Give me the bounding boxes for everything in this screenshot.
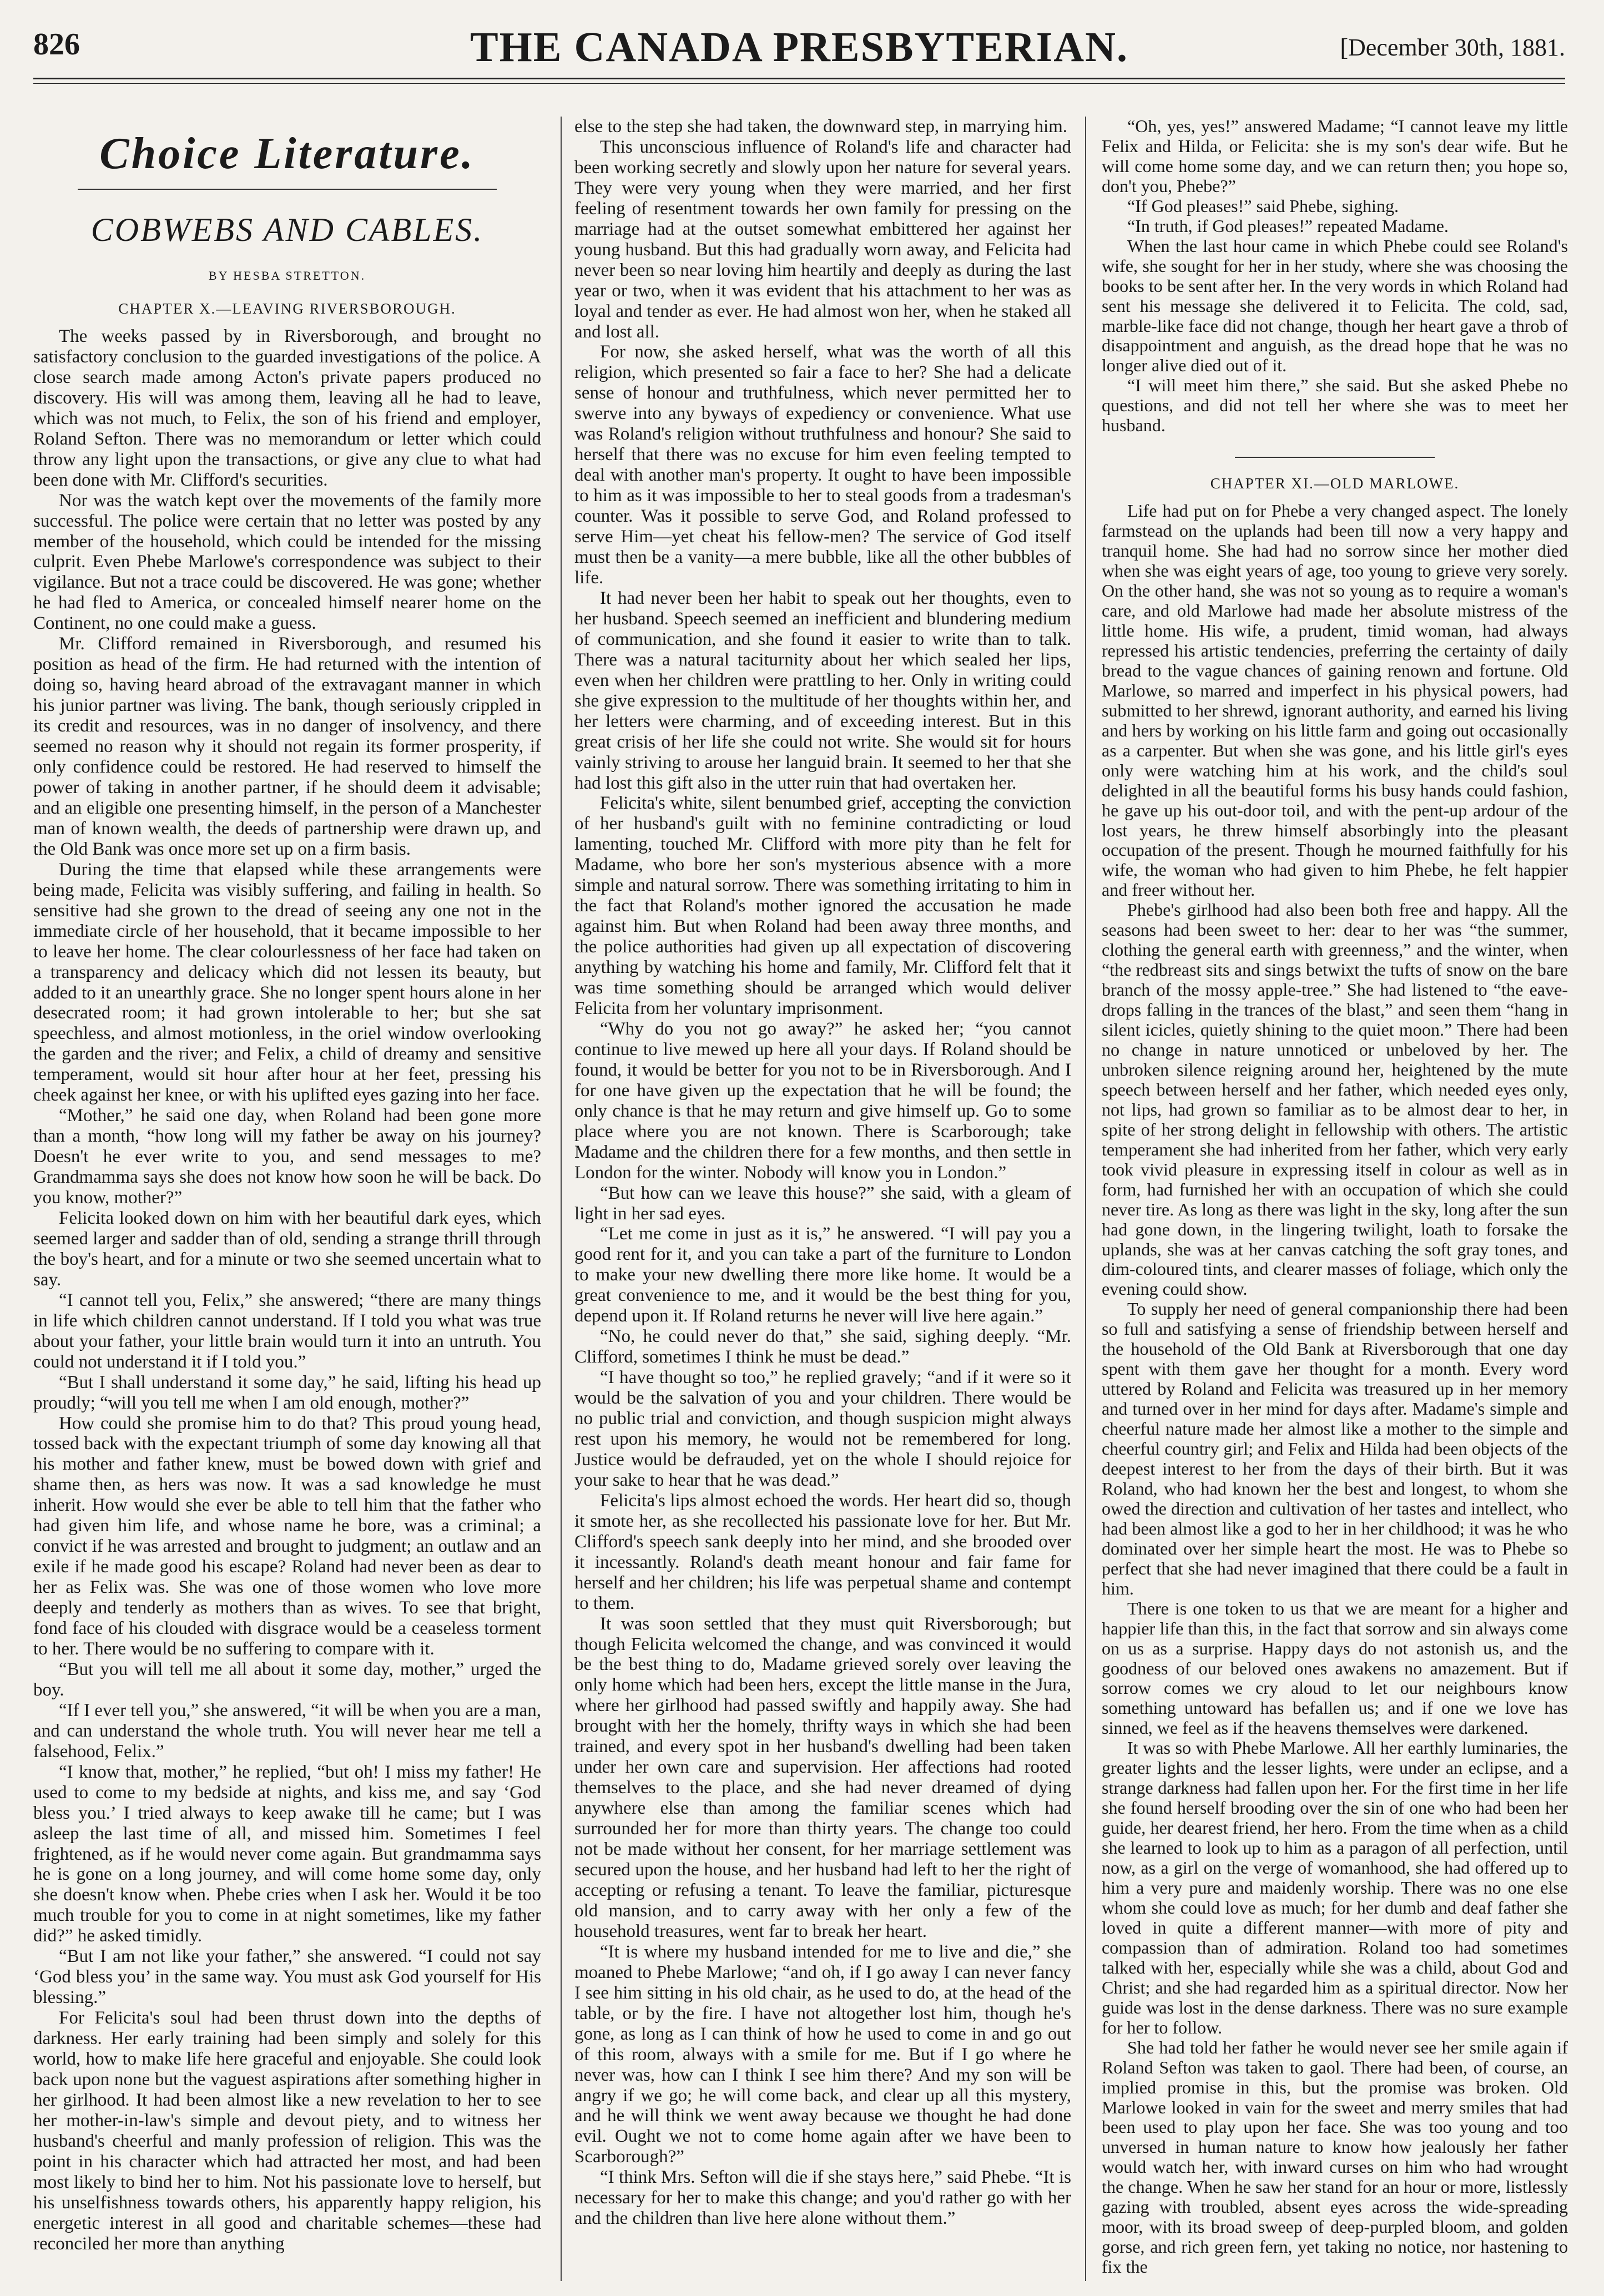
paragraph: Life had put on for Phebe a very changed aspect. The lonely farmstead on the uplands had been till now a very happy and tranquil home. She had had no sorrow since her mother died when she was eight years of age, too young to grieve very sorely. On the other hand, she was not so young as to require a woman's care, and old Marlowe had made her absolute mistress of the little home. His wife, a prudent, timid woman, had always repressed his artistic tendencies, preferring the certainty of daily bread to the vague chances of gaining renown and fortune. Old Marlowe, so marred and imperfect in his physical powers, had submitted to her shrewd, ignorant authority, and earned his living and hers by working on his little farm and going out occasionally as a carpenter. But when she was gone, and his little girl's eyes only were watching him at his work, and the child's soul delighted in all the beautiful forms his busy hands could fashion, he gave up his out-door toil, and with the pent-up ardour of the lost years, he threw himself absorbingly into the pleasant occupation of the present. Though he mourned faithfully for his wife, the woman who had given to him Phebe, he felt happier and freer without her. [1102, 501, 1568, 900]
paragraph: It was so with Phebe Marlowe. All her earthly luminaries, the greater lights and the lesser lights, were under an eclipse, and a strange darkness had fallen upon her. For the first time in her life she found herself brooding over the sin of one who had been her guide, her dearest friend, her hero. From the time when as a child she learned to look up to him as a paragon of all perfection, until now, as a girl on the verge of womanhood, she had offered up to him a very pure and maidenly worship. There was no one else whom she could love as much; for her dumb and deaf father she loved in quite a different manner—with more of pity and compassion than of admiration. Roland too had sometimes talked with her, especially while she was a child, about God and Christ; and she had regarded him as a spiritual director. Now her guide was lost in the dense darkness. There was no sure example for her to follow. [1102, 1738, 1568, 2037]
paragraph: “I know that, mother,” he replied, “but oh! I miss my father! He used to come to my bedside at nights, and kiss me, and say ‘God bless you.’ I tried always to keep awake till he came; but I was asleep the last time of all, and missed him. Sometimes I feel frightened, as if he would never come again. But grandmamma says he is gone on a long journey, and will come home some day, only she doesn't know when. Phebe cries when I ask her. Would it be too much trouble for you to come in at night sometimes, like my father did?” he asked timidly. [33, 1762, 541, 1946]
paragraph: This unconscious influence of Roland's life and character had been working secretly and slowly upon her nature for several years. They were very young when they were married, and her first feeling of resentment towards her own family for pressing on the marriage had at the outset somewhat embittered her against her young husband. But this had gradually worn away, and Felicita had never been so near loving him heartily and deeply as during the last year or two, when it was evident that his attachment to her was as loyal and tender as ever. He had almost won her, when he staked all and lost all. [574, 137, 1071, 342]
paragraph: There is one token to us that we are meant for a higher and happier life than this, in the fact that sorrow and sin always come on us as a surprise. Happy days do not astonish us, and the goodness of our beloved ones awakens no amazement. But if sorrow comes we cry aloud to let our neighbours know something untoward has befallen us; and if one we love has sinned, we feel as if the heavens themselves were darkened. [1102, 1598, 1568, 1738]
chapter-divider [1235, 457, 1435, 458]
paragraph: “I cannot tell you, Felix,” she answered; “there are many things in life which children cannot understand. If I told you what was true about your father, your little brain would turn it into an untruth. You could not understand it if I told you.” [33, 1290, 541, 1372]
paragraph: To supply her need of general companionship there had been so full and satisfying a sense of friendship between herself and the household of the Old Bank at Riversborough that one day spent with them gave her thought for a month. Every word uttered by Roland and Felicita was treasured up in her memory and turned over in her mind for days after. Madame's simple and cheerful nature made her almost like a mother to the simple and cheerful country girl; and Felix and Hilda had been objects of the deepest interest to her from the days of their birth. But it was Roland, who had known her the best and longest, to whom she owed the direction and cultivation of her tastes and intellect, who had been almost like a god to her in her childhood; it was he who dominated over her simple heart the most. He was to Phebe so perfect that she had never imagined that there could be a fault in him. [1102, 1299, 1568, 1598]
header-rule-thin [33, 83, 1565, 84]
journal-title: THE CANADA PRESBYTERIAN. [470, 24, 1129, 70]
column-2 [574, 117, 1071, 2281]
paragraph: It had never been her habit to speak out her thoughts, even to her husband. Speech seemed an inefficient and blundering medium of communication, and she found it easier to write than to talk. There was a natural taciturnity about her which sealed her lips, even when her children were prattling to her. Only in writing could she give expression to the multitude of her thoughts within her, and her letters were charming, and of exceeding interest. But in this great crisis of her life she could not write. She would sit for hours vainly striving to arouse her languid brain. It seemed to her that she had lost this gift also in the utter ruin that had overtaken her. [574, 588, 1071, 793]
paragraph: Nor was the watch kept over the movements of the family more successful. The police were certain that no letter was posted by any member of the household, which could be intended for the missing culprit. Even Phebe Marlowe's correspondence was subject to their vigilance. But not a trace could be discovered. He was gone; whether he had fled to America, or concealed himself nearer home on the Continent, no one could make a guess. [33, 490, 541, 634]
paragraph: “But I am not like your father,” she answered. “I could not say ‘God bless you’ in the same way. You must ask God yourself for His blessing.” [33, 1946, 541, 2008]
paragraph: “In truth, if God pleases!” repeated Madame. [1127, 215, 1449, 236]
issue-date: [December 30th, 1881. [1340, 34, 1565, 61]
column-rule-2 [1085, 117, 1086, 2281]
paragraph: “If God pleases!” said Phebe, sighing. [1127, 195, 1399, 216]
paragraph: “Why do you not go away?” he asked her; “you cannot continue to live mewed up here all your days. If Roland should be found, it would be better for you not to be in Riversborough. And I for one have given up the expectation that he will be found; the only chance is that he may return and give himself up. Go to some place where you are not known. There is Scarborough; take Madame and the children there for a few months, and then settle in London for the winter. Nobody will know you in London.” [574, 1018, 1071, 1183]
paragraph: “Mother,” he said one day, when Roland had been gone more than a month, “how long will my father be away on his journey? Doesn't he ever write to you, and send messages to me? Grandmamma says she does not know how soon he will be back. Do you know, mother?” [33, 1106, 541, 1208]
paragraph: “If I ever tell you,” she answered, “it will be when you are a man, and can understand the whole truth. You will never hear me tell a falsehood, Felix.” [33, 1700, 541, 1762]
paragraph: It was soon settled that they must quit Riversborough; but though Felicita welcomed the change, and was convinced it would be the best thing to do, Madame grieved sorely over leaving the only home which had been hers, except the little manse in the Jura, where her girlhood had passed swiftly and happily away. She had brought with her the homely, thrifty ways in which she had been trained, and every spot in her husband's dwelling had been taken under her own care and supervision. Her affections had rooted themselves to the place, and she had never dreamed of dying anywhere else than among the familiar scenes which had surrounded her for more than thirty years. The change too could not be made without her consent, for her marriage settlement was secured upon the house, and her husband had left to her the right of accepting or refusing a tenant. To leave the familiar, picturesque old mansion, and to carry away with her only a few of the household treasures, went far to break her heart. [574, 1613, 1071, 1941]
paragraph: How could she promise him to do that? This proud young head, tossed back with the expectant triumph of some day knowing all that his mother and father knew, must be bowed down with grief and shame then, as hers was now. It was a sad knowledge he must inherit. How would she ever be able to tell him that the father who had given him life, and whose name he bore, was a criminal; a convict if he was arrested and brought to judgment; an outlaw and an exile if he made good his escape? Roland had never been as dear to her as Felix was. She was one of those women who love more deeply and tenderly as mothers than as wives. To see that bright, fond face of his clouded with disgrace would be a ceaseless torment to her. There would be no suffering to compare with it. [33, 1413, 541, 1659]
paragraph: During the time that elapsed while these arrangements were being made, Felicita was visibly suffering, and failing in health. So sensitive had she grown to the dread of seeing any one not in the immediate circle of her household, that it became impossible to her to leave her home. The clear colourlessness of her face had taken on a transparency and delicacy which did not lessen its beauty, but added to it an unearthly grace. She no longer spent hours alone in her desecrated room; it had grown intolerable to her; but she sat speechless, and almost motionless, in the oriel window overlooking the garden and the river; and Felix, a child of dreamy and sensitive temperament, would sit hour after hour at her feet, pressing his cheek against her knee, or with his uplifted eyes gazing into her face. [33, 859, 541, 1106]
paragraph: “I think Mrs. Sefton will die if she stays here,” said Phebe. “It is necessary for her to make this change; and you'd rather go with her and the children than live here alone without them.” [574, 2167, 1071, 2229]
paragraph: “I will meet him there,” she said. But she asked Phebe no questions, and did not tell her where she was to meet her husband. [1102, 375, 1568, 436]
section-masthead: Choice Literature. [99, 129, 475, 178]
paragraph: “No, he could never do that,” she said, sighing deeply. “Mr. Clifford, sometimes I think he must be dead.” [574, 1326, 1071, 1367]
story-title: COBWEBS AND CABLES. [90, 211, 484, 248]
column-3 [1102, 117, 1568, 2281]
chapter-10-heading: CHAPTER X.—LEAVING RIVERSBOROUGH. [118, 300, 456, 317]
chapter-11-heading: CHAPTER XI.—OLD MARLOWE. [1210, 475, 1460, 492]
paragraph: Phebe's girlhood had also been both free and happy. All the seasons had been sweet to her: dear to her was “the summer, clothing the general earth with greenness,” and the winter, when “the redbreast sits and sings betwixt the tufts of snow on the bare branch of the mossy apple-tree.” She had listened to “the eave-drops falling in the trances of the blast,” and seen them “hang in silent icicles, quietly shining to the quiet moon.” There had been no change in nature unnoticed or unbeloved by her. The unbroken silence reigning around her, heightened by the mute speech between herself and her father, which needed eyes only, not lips, had grown so familiar as to be almost dear to her, in spite of her strong delight in fellowship with others. The artistic temperament she had inherited from her father, which very early took vivid pleasure in expressing itself in colour as well as in form, had furnished her with an occupation of which she could never tire. As long as there was light in the sky, long after the sun had gone down, in the lingering twilight, loath to forsake the uplands, she was at her canvas catching the soft gray tones, and dim-coloured tints, and clearer masses of foliage, which only the evening could show. [1102, 900, 1568, 1299]
masthead-rule [78, 189, 497, 190]
paragraph: The weeks passed by in Riversborough, and brought no satisfactory conclusion to the guarded investigations of the police. A close search made among Acton's private papers produced no discovery. His will was among them, leaving all he had to leave, which was not much, to Felix, the son of his friend and employer, Roland Sefton. There was no memorandum or letter which could throw any light upon the transactions, or give any clue to what had been done with Mr. Clifford's securities. [33, 326, 541, 490]
paragraph: Felicita's lips almost echoed the words. Her heart did so, though it smote her, as she recollected his passionate love for her. But Mr. Clifford's speech sank deeply into her mind, and she brooded over it incessantly. Roland's death meant honour and fair fame for herself and her children; his life was perpetual shame and contempt to them. [574, 1490, 1071, 1613]
paragraph: “I have thought so too,” he replied gravely; “and if it were so it would be the salvation of you and your children. There would be no public trial and conviction, and though suspicion might always rest upon his memory, he would not be remembered for long. Justice would be defrauded, yet on the whole I should rejoice for your sake to hear that he was dead.” [574, 1367, 1071, 1490]
paragraph: For Felicita's soul had been thrust down into the depths of darkness. Her early training had been simply and solely for this world, how to make life here graceful and enjoyable. She could look back upon none but the vaguest aspirations after something higher in her girlhood. It had been almost like a new revelation to her to see her mother-in-law's simple and devout piety, and to witness her husband's cheerful and manly profession of religion. This was the point in his character which had attracted her most, and had been most likely to bind her to him. Not his passionate love to herself, but his unselfishness towards others, his apparently happy religion, his energetic interest in all good and charitable schemes—these had reconciled her more than anything [33, 2008, 541, 2254]
page-header [33, 11, 1565, 72]
paragraph: She had told her father he would never see her smile again if Roland Sefton was taken to gaol. There had been, of course, an implied promise in this, but the promise was broken. Old Marlowe looked in vain for the sweet and merry smiles that had been used to play upon her face. She was too young and too unversed in human nature to know how jealously her father would watch her, with inward curses on him who had wrought the change. When he saw her stand for an hour or more, listlessly gazing with troubled, absent eyes across the wide-spreading moor, with its broad sweep of deep-purpled bloom, and golden gorse, and rich green fern, yet taking no notice, nor hastening to fix the [1102, 2037, 1568, 2277]
paragraph: “Oh, yes, yes!” answered Madame; “I cannot leave my little Felix and Hilda, or Felicita: she is my son's dear wife. But he will come home some day, and we can return then; you hope so, don't you, Phebe?” [1102, 117, 1568, 196]
paragraph: When the last hour came in which Phebe could see Roland's wife, she sought for her in her study, where she was choosing the books to be sent after her. In the very words in which Roland had sent his message she delivered it to Felicita. The cold, sad, marble-like face did not change, though her heart gave a throb of disappointment and anguish, as the dread hope that he was no longer alive died out of it. [1102, 235, 1568, 376]
paragraph: Felicita looked down on him with her beautiful dark eyes, which seemed larger and sadder than of old, sending a strange thrill through the boy's heart, and for a minute or two she seemed uncertain what to say. [33, 1208, 541, 1290]
paragraph: “But I shall understand it some day,” he said, lifting his head up proudly; “will you tell me when I am old enough, mother?” [33, 1372, 541, 1413]
paragraph: “It is where my husband intended for me to live and die,” she moaned to Phebe Marlowe; “and oh, if I go away I can never fancy I see him sitting in his old chair, as he used to do, at the head of the table, or by the fire. I have not altogether lost him, though he's gone, as long as I can think of how he used to come in and go out of this room, always with a smile for me. But if I go where he never was, how can I think I see him there? And my son will be angry if we go; he will come back, and clear up all this mystery, and he will think we went away because we thought he had done evil. Ought we not to come home again after we have been to Scarborough?” [574, 1941, 1071, 2167]
author-byline: BY HESBA STRETTON. [208, 269, 366, 282]
column-1 [33, 117, 541, 2281]
column-rule-1 [561, 117, 562, 2281]
paragraph: “Let me come in just as it is,” he answered. “I will pay you a good rent for it, and you can take a part of the furniture to London to make your new dwelling there more like home. It would be a great convenience to me, and it would be the best thing for you, depend upon it. If Roland returns he never will live here again.” [574, 1224, 1071, 1326]
paragraph: Mr. Clifford remained in Riversborough, and resumed his position as head of the firm. He had returned with the intention of doing so, having heard abroad of the extravagant manner in which his junior partner was living. The bank, though seriously crippled in its credit and resources, was in no danger of insolvency, and there seemed no reason why it should not regain its former prosperity, if only confidence could be restored. He had reserved to himself the power of taking in another partner, if he should deem it advisable; and an eligible one presenting himself, in the person of a Manchester man of known wealth, the deeds of partnership were drawn up, and the Old Bank was once more set up on a firm basis. [33, 634, 541, 859]
paragraph: “But you will tell me all about it some day, mother,” urged the boy. [33, 1659, 541, 1700]
page-number: 826 [33, 27, 80, 62]
paragraph: For now, she asked herself, what was the worth of all this religion, which presented so fair a face to her? She had a delicate sense of honour and truthfulness, which never permitted her to swerve into any byways of expediency or convenience. What use was Roland's religion without truthfulness and honour? She said to herself that there was no excuse for him even feeling tempted to deal with another man's property. It ought to have been impossible to him as it was impossible to her to steal goods from a tradesman's counter. Was it possible to serve God, and Roland professed to serve Him—yet cheat his fellow-men? The service of God itself must then be a vanity—a mere bubble, like all the other bubbles of life. [574, 342, 1071, 588]
paragraph: else to the step she had taken, the downward step, in marrying him. [574, 117, 1068, 137]
header-rule [33, 78, 1565, 79]
paragraph: “But how can we leave this house?” she said, with a gleam of light in her sad eyes. [574, 1183, 1071, 1224]
paragraph: Felicita's white, silent benumbed grief, accepting the conviction of her husband's guilt with no feminine contradicting or loud lamenting, touched Mr. Clifford with more pity than he felt for Madame, who bore her son's mysterious absence with a more simple and natural sorrow. There was something irritating to him in the fact that Roland's mother ignored the accusation he made against him. But when Roland had been away three months, and the police authorities had given up all expectation of discovering anything by watching his home and family, Mr. Clifford felt that it was time something should be arranged which would deliver Felicita from her voluntary imprisonment. [574, 793, 1071, 1018]
